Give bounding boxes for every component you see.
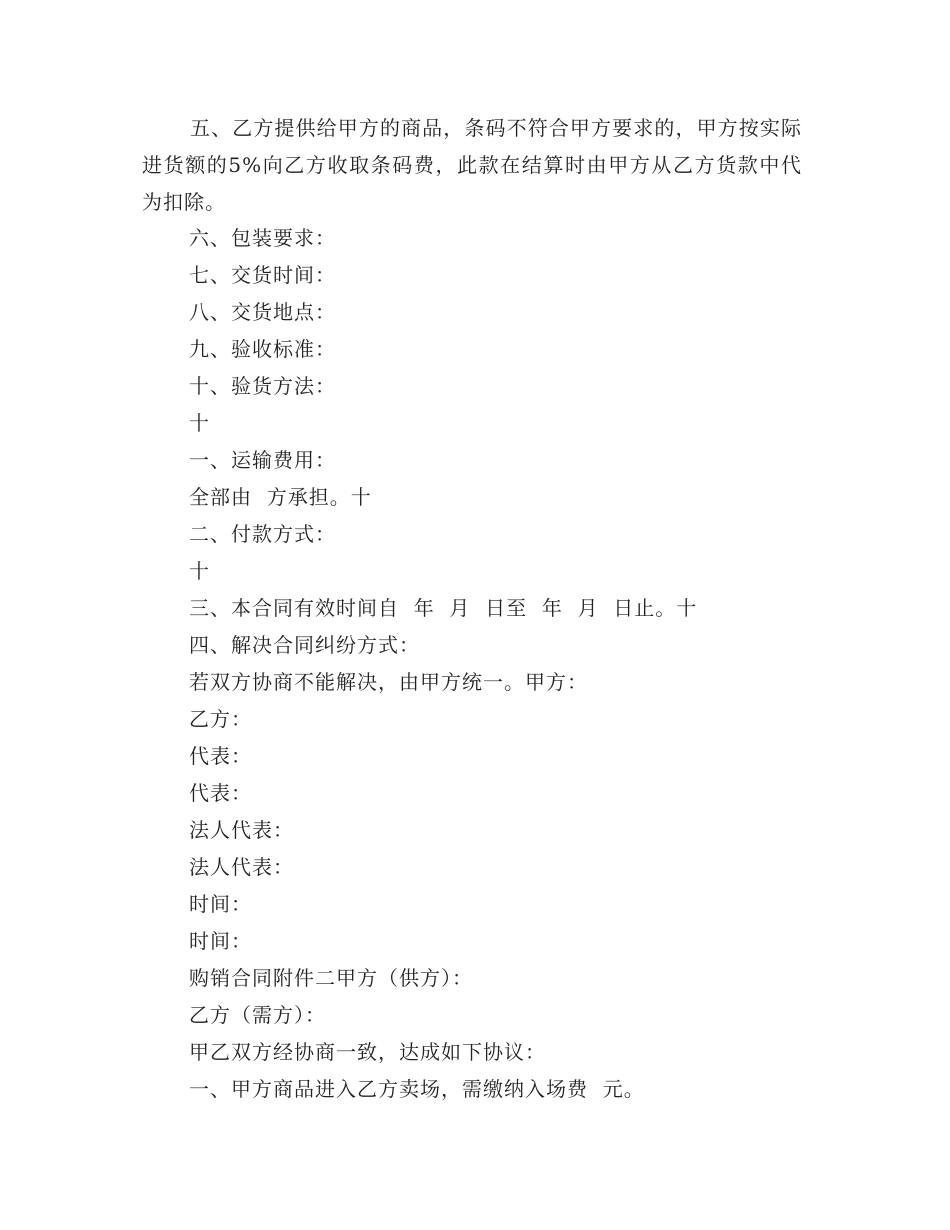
- clause-packaging: 六、包装要求：: [189, 226, 336, 250]
- appendix-agreement-intro: 甲乙双方经协商一致，达成如下协议：: [189, 1040, 546, 1064]
- clause-validity-period: 三、本合同有效时间自 年 月 日至 年 月 日止。十: [189, 596, 698, 620]
- signature-legal-representative: 法人代表：: [189, 818, 294, 842]
- clause-transport-cost-detail: 全部由 方承担。十: [189, 485, 372, 509]
- signature-representative: 代表：: [189, 781, 252, 805]
- appendix-clause-entry-fee: 一、甲方商品进入乙方卖场，需缴纳入场费 元。: [189, 1077, 645, 1101]
- clause-dispute-resolution: 四、解决合同纠纷方式：: [189, 633, 420, 657]
- clause-dispute-detail: 若双方协商不能解决，由甲方统一。甲方：: [189, 670, 588, 694]
- clause-inspection-method: 十、验货方法：: [189, 374, 336, 398]
- signature-legal-representative: 法人代表：: [189, 855, 294, 879]
- clause-delivery-place: 八、交货地点：: [189, 300, 336, 324]
- signature-date: 时间：: [189, 892, 252, 916]
- clause-delivery-time: 七、交货时间：: [189, 263, 336, 287]
- appendix-title-party-a: 购销合同附件二甲方（供方）：: [189, 966, 473, 990]
- clause-transport-cost: 一、运输费用：: [189, 448, 336, 472]
- signature-party-b: 乙方：: [189, 707, 252, 731]
- signature-representative: 代表：: [189, 744, 252, 768]
- clause-number-fragment: 十: [189, 411, 210, 435]
- clause-number-fragment: 十: [189, 559, 210, 583]
- appendix-party-b: 乙方（需方）：: [189, 1003, 326, 1027]
- paragraph-barcode-fee: 五、乙方提供给甲方的商品，条码不符合甲方要求的，甲方按实际进货额的5%向乙方收取条码费，此款在结算时由甲方从乙方货款中代为扣除。: [142, 116, 802, 214]
- clause-acceptance-standard: 九、验收标准：: [189, 337, 336, 361]
- signature-date: 时间：: [189, 929, 252, 953]
- clause-payment-method: 二、付款方式：: [189, 522, 336, 546]
